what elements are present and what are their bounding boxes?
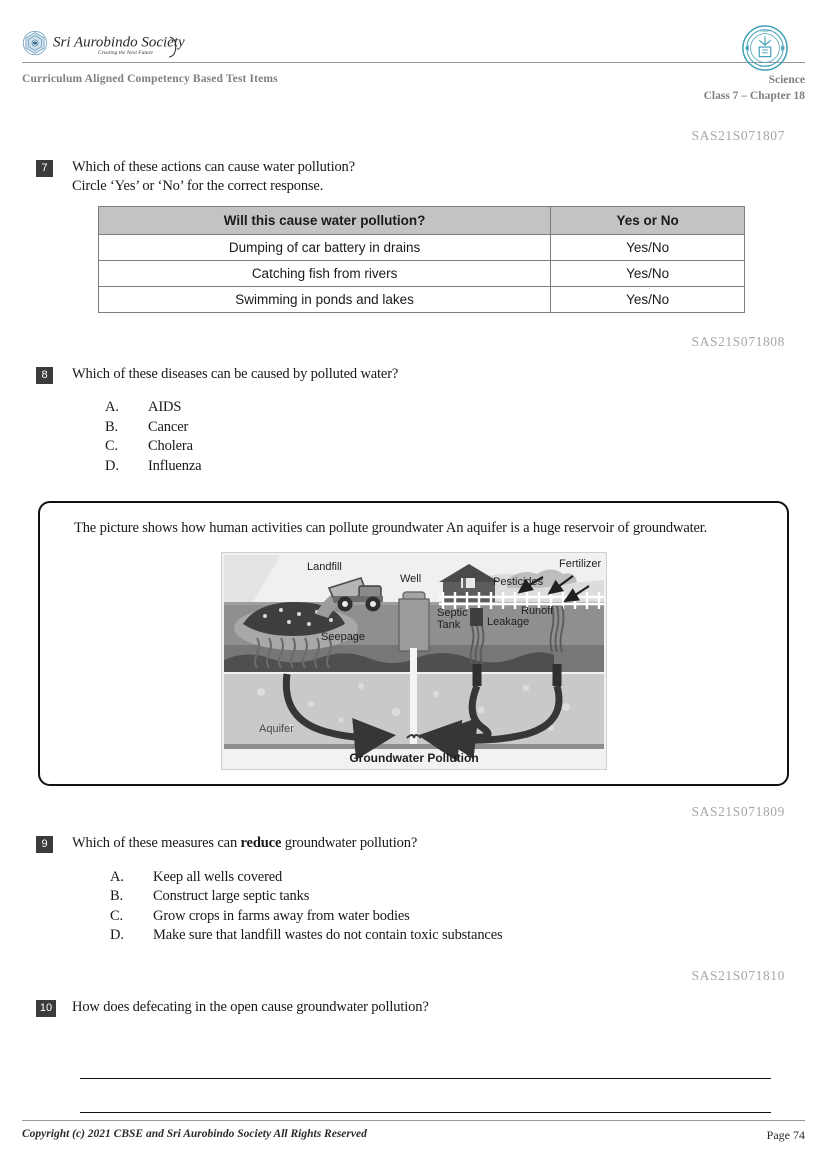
subject-label: Science [768, 74, 805, 86]
option-c-text: Grow crops in farms away from water bodies [153, 907, 410, 924]
header-meta [22, 69, 805, 104]
sri-aurobindo-society-logo [22, 30, 202, 60]
table-row [99, 234, 745, 260]
option-c-letter: C. [110, 907, 123, 924]
question-number-7: 7 [36, 160, 53, 177]
option-b-letter: B. [110, 888, 123, 905]
label-septic-line1: Septic [436, 607, 468, 620]
question-number-10: 10 [36, 1000, 56, 1017]
question-7-text [72, 158, 355, 197]
stimulus-box [38, 501, 789, 787]
question-number-9: 9 [36, 836, 53, 853]
table-cell-statement: Dumping of car battery in drains [99, 234, 551, 260]
option-b[interactable] [105, 418, 805, 438]
option-d-text: Make sure that landfill wastes do not contain toxic substances [153, 927, 503, 944]
option-a[interactable] [110, 868, 805, 888]
item-code-q8: SAS21S071808 [691, 333, 785, 349]
question-7 [22, 158, 805, 197]
answer-lines [22, 1045, 805, 1113]
option-a[interactable] [105, 398, 805, 418]
page-number: Page 74 [766, 1128, 805, 1142]
item-code-q7: SAS21S071807 [691, 128, 785, 144]
item-code-q9: SAS21S071809 [691, 804, 785, 820]
water-pollution-table [98, 206, 745, 313]
question-9-text [72, 834, 417, 853]
question-8 [22, 365, 805, 384]
label-leakage: Leakage [486, 616, 529, 629]
header-logos [22, 0, 805, 69]
question-9-text-part2: groundwater pollution? [281, 835, 418, 852]
label-septic-line2: Tank [436, 619, 460, 632]
option-c[interactable] [105, 437, 805, 457]
option-a-letter: A. [110, 868, 124, 885]
question-7-line1: Which of these actions can cause water pollution? [72, 159, 355, 176]
option-d[interactable] [105, 457, 805, 477]
page-footer [22, 1120, 805, 1143]
svg-text:Creating the Next Future: Creating the Next Future [98, 50, 154, 56]
option-c[interactable] [110, 907, 805, 927]
option-d-letter: D. [110, 927, 124, 944]
copyright-text: Copyright (c) 2021 CBSE and Sri Aurobindo Society All Rights Reserved [22, 1128, 367, 1140]
option-a-text: AIDS [148, 399, 182, 416]
stimulus-text: The picture shows how human activities can pollute groundwater An aquifer is a huge reservoir of groundwater. [74, 519, 708, 536]
document-title: Curriculum Aligned Competency Based Test Items [22, 73, 278, 85]
question-10 [22, 998, 805, 1017]
question-9-text-part1: Which of these measures can [72, 835, 241, 852]
answer-line[interactable] [80, 1079, 771, 1113]
option-c-text: Cholera [148, 438, 193, 455]
option-d[interactable] [110, 926, 805, 946]
table-header-row [99, 206, 745, 234]
label-runoff: Runoff [520, 605, 553, 618]
class-chapter-label: Class 7 – Chapter 18 [703, 89, 805, 102]
question-8-options [105, 398, 805, 476]
groundwater-pollution-diagram [221, 552, 607, 770]
footer-row [22, 1128, 805, 1143]
option-d-letter: D. [105, 457, 119, 474]
table-header-statement: Will this cause water pollution? [99, 206, 551, 234]
svg-text:CBSE: CBSE [760, 29, 770, 34]
label-fertilizer: Fertilizer [558, 558, 601, 571]
society-wordmark [52, 30, 202, 60]
option-a-letter: A. [105, 399, 119, 416]
item-code-q10: SAS21S071810 [691, 967, 785, 983]
figure-caption: Groundwater Pollution [348, 751, 479, 766]
question-9-emphasis: reduce [240, 835, 282, 852]
label-aquifer: Aquifer [258, 723, 294, 736]
question-7-table-wrapper [22, 206, 805, 313]
option-b-text: Cancer [148, 418, 189, 435]
option-b[interactable] [110, 887, 805, 907]
answer-line[interactable] [80, 1045, 771, 1079]
stimulus-figure [74, 552, 753, 770]
question-9-options [110, 868, 805, 946]
header-divider [22, 62, 805, 63]
cbse-logo-icon [741, 24, 789, 72]
label-well: Well [399, 573, 421, 586]
table-row [99, 260, 745, 286]
footer-divider [22, 1120, 805, 1121]
question-10-text: How does defecating in the open cause groundwater pollution? [72, 998, 429, 1015]
society-emblem-icon [22, 30, 48, 56]
option-b-text: Construct large septic tanks [153, 888, 310, 905]
question-number-8: 8 [36, 367, 53, 384]
svg-text:Sri Aurobindo Society: Sri Aurobindo Society [53, 34, 185, 51]
question-7-line2: Circle ‘Yes’ or ‘No’ for the correct response. [72, 178, 324, 195]
svg-text:BHARAT: BHARAT [759, 64, 771, 69]
option-a-text: Keep all wells covered [153, 868, 283, 885]
question-9 [22, 834, 805, 853]
label-seepage: Seepage [320, 631, 365, 644]
label-landfill: Landfill [306, 561, 342, 574]
table-header-answer: Yes or No [551, 206, 745, 234]
table-cell-yesno[interactable]: Yes/No [551, 286, 745, 312]
option-d-text: Influenza [148, 457, 202, 474]
table-cell-statement: Catching fish from rivers [99, 260, 551, 286]
table-cell-yesno[interactable]: Yes/No [551, 234, 745, 260]
table-cell-yesno[interactable]: Yes/No [551, 260, 745, 286]
option-b-letter: B. [105, 418, 118, 435]
label-pesticides: Pesticides [492, 576, 543, 589]
table-cell-statement: Swimming in ponds and lakes [99, 286, 551, 312]
header-subject-block [704, 73, 805, 104]
question-8-text: Which of these diseases can be caused by polluted water? [72, 365, 399, 382]
table-row [99, 286, 745, 312]
option-c-letter: C. [105, 438, 118, 455]
